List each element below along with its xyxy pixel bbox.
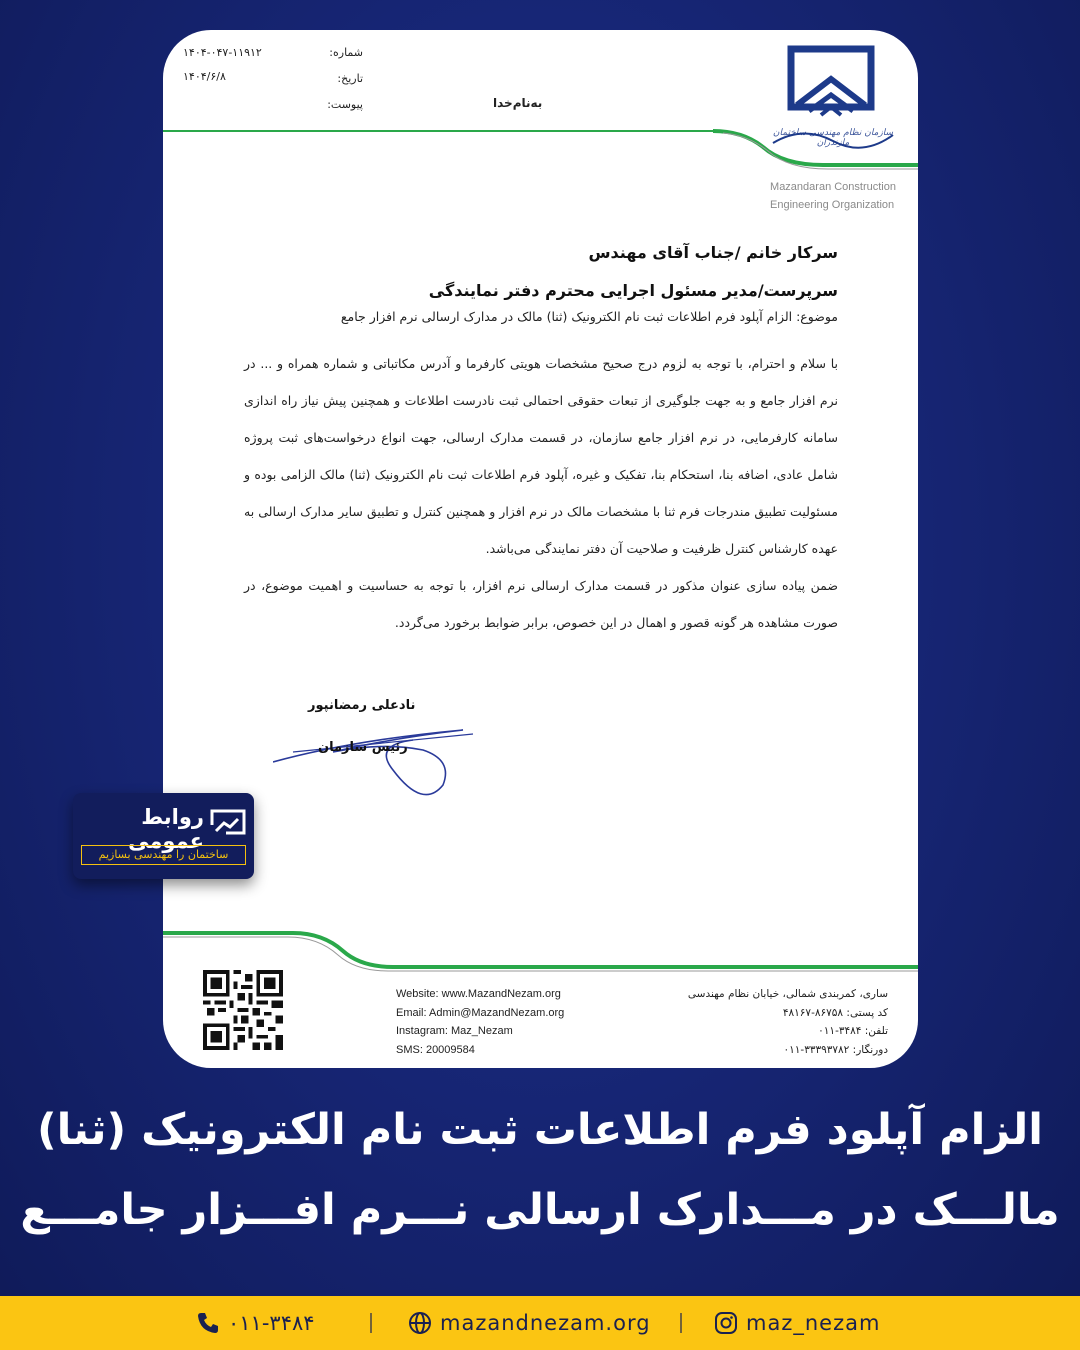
letter-date-row [183, 72, 363, 98]
footer-postal-code: کد پستی: ۸۶۷۵۸-۴۸۱۶۷ [782, 1006, 888, 1019]
headline-line1: الزام آپلود فرم اطلاعات ثبت نام الکترونیک (ثنا) [36, 1105, 1043, 1155]
globe-icon [408, 1311, 432, 1335]
bottom-instagram[interactable]: maz_nezam [746, 1311, 881, 1335]
attachment-label: پیوست: [327, 98, 363, 111]
date-label: تاریخ: [337, 72, 363, 85]
letter-number-row [183, 46, 363, 72]
org-name-english [770, 178, 896, 214]
body-paragraph-1: با سلام و احترام، با توجه به لزوم درج صحیح مشخصات هویتی کارفرما و آدرس مکاتباتی و شماره همراه و ... در نرم افزار جامع و به جهت جلوگیری از تبعات حقوقی احتمالی ثبت نادرست اطلاعات و همچنین پیش نیاز راه اندازی سامانه کارفرمایی، در نرم افزار جامع سازمان، در قسمت مدارک ارسالی، جهت انواع درخواست‌های ثبت پروژه شامل عادی، اضافه بنا، استحکام بنا، تفکیک و غیره، آپلود فرم اطلاعات ثبت نام الکترونیک (ثنا) مالک الزامی بوده و مسئولیت تطبیق مندرجات فرم ثنا با مشخصات مالک در نرم افزار و همچنین کنترل و تطبیق سایر مدارک ارسالی به عهده کارشناس کنترل ظرفیت و صلاحیت آن دفتر نمایندگی می‌باشد. [244, 356, 838, 556]
signature-block [273, 690, 493, 800]
signer-title: رئیس سازمان [318, 740, 408, 755]
badge-title: روابط عمومی [128, 805, 204, 853]
headline-line2: مالـــک در مـــدارک ارسالی نـــرم افـــزار جامـــع [20, 1185, 1060, 1235]
letter-body [244, 345, 838, 641]
bottom-website[interactable]: mazandnezam.org [440, 1311, 651, 1335]
handshake-icon [210, 807, 246, 837]
footer-phone: تلفن: ۳۴۸۴-۰۱۱ [818, 1025, 888, 1037]
signer-name: نادعلی رمضانپور [308, 698, 416, 713]
bottom-separator-2 [680, 1313, 682, 1333]
bottom-contact-bar [0, 1296, 1080, 1350]
body-paragraph-2: ضمن پیاده سازی عنوان مذکور در قسمت مدارک ارسالی نرم افزار، با توجه به حساسیت و اهمیت موضوع، در صورت مشاهده هر گونه قصور و اهمال در این خصوص، برابر ضوابط برخورد می‌گردد. [244, 578, 838, 630]
letter-subject: موضوع: الزام آپلود فرم اطلاعات ثبت نام الکترونیک (ثنا) مالک در مدارک ارسالی نرم افزار جامع [340, 309, 838, 324]
addressee-line1: سرکار خانم /جناب آقای مهندس [588, 243, 838, 262]
footer-email: Email: Admin@MazandNezam.org [396, 1006, 565, 1019]
footer-sms: SMS: 20009584 [396, 1043, 475, 1056]
bismillah: به‌نام‌خدا [493, 96, 543, 110]
footer-contacts-persian [688, 985, 888, 1059]
number-label: شماره: [329, 46, 363, 59]
instagram-icon [714, 1311, 738, 1335]
org-name-en-line2: Engineering Organization [770, 199, 895, 211]
org-name-en-line1: Mazandaran Construction [770, 181, 896, 193]
header-divider [163, 125, 918, 175]
public-relations-badge [73, 793, 254, 879]
number-value: ۱۴۰۴-۰۴۷-۱۱۹۱۲ [183, 46, 262, 59]
footer-instagram: Instagram: Maz_Nezam [396, 1025, 513, 1037]
addressee [429, 234, 838, 310]
phone-icon [196, 1311, 220, 1335]
bottom-phone[interactable]: ۰۱۱-۳۴۸۴ [228, 1311, 315, 1335]
footer-contacts-english [396, 985, 564, 1059]
addressee-line2: سرپرست/مدیر مسئول اجرایی محترم دفتر نمایندگی [428, 281, 838, 300]
logo-caption: سازمان نظام مهندسی ساختمان مازندران [772, 128, 894, 148]
letter-attachment-row [183, 98, 363, 124]
badge-subtitle: ساختمان را مهندسی بسازیم [81, 845, 246, 865]
qr-code-icon [203, 970, 283, 1050]
letter-document [163, 30, 918, 1068]
bottom-separator-1 [370, 1313, 372, 1333]
footer-fax: دورنگار: ۳۳۳۹۳۷۸۲-۰۱۱ [783, 1043, 888, 1056]
footer-website: Website: www.MazandNezam.org [396, 988, 561, 1000]
footer-address: ساری، کمربندی شمالی، خیابان نظام مهندسی [687, 988, 888, 1000]
letter-meta [183, 46, 363, 124]
date-value: ۱۴۰۴/۶/۸ [183, 70, 226, 83]
headline [0, 1090, 1080, 1250]
